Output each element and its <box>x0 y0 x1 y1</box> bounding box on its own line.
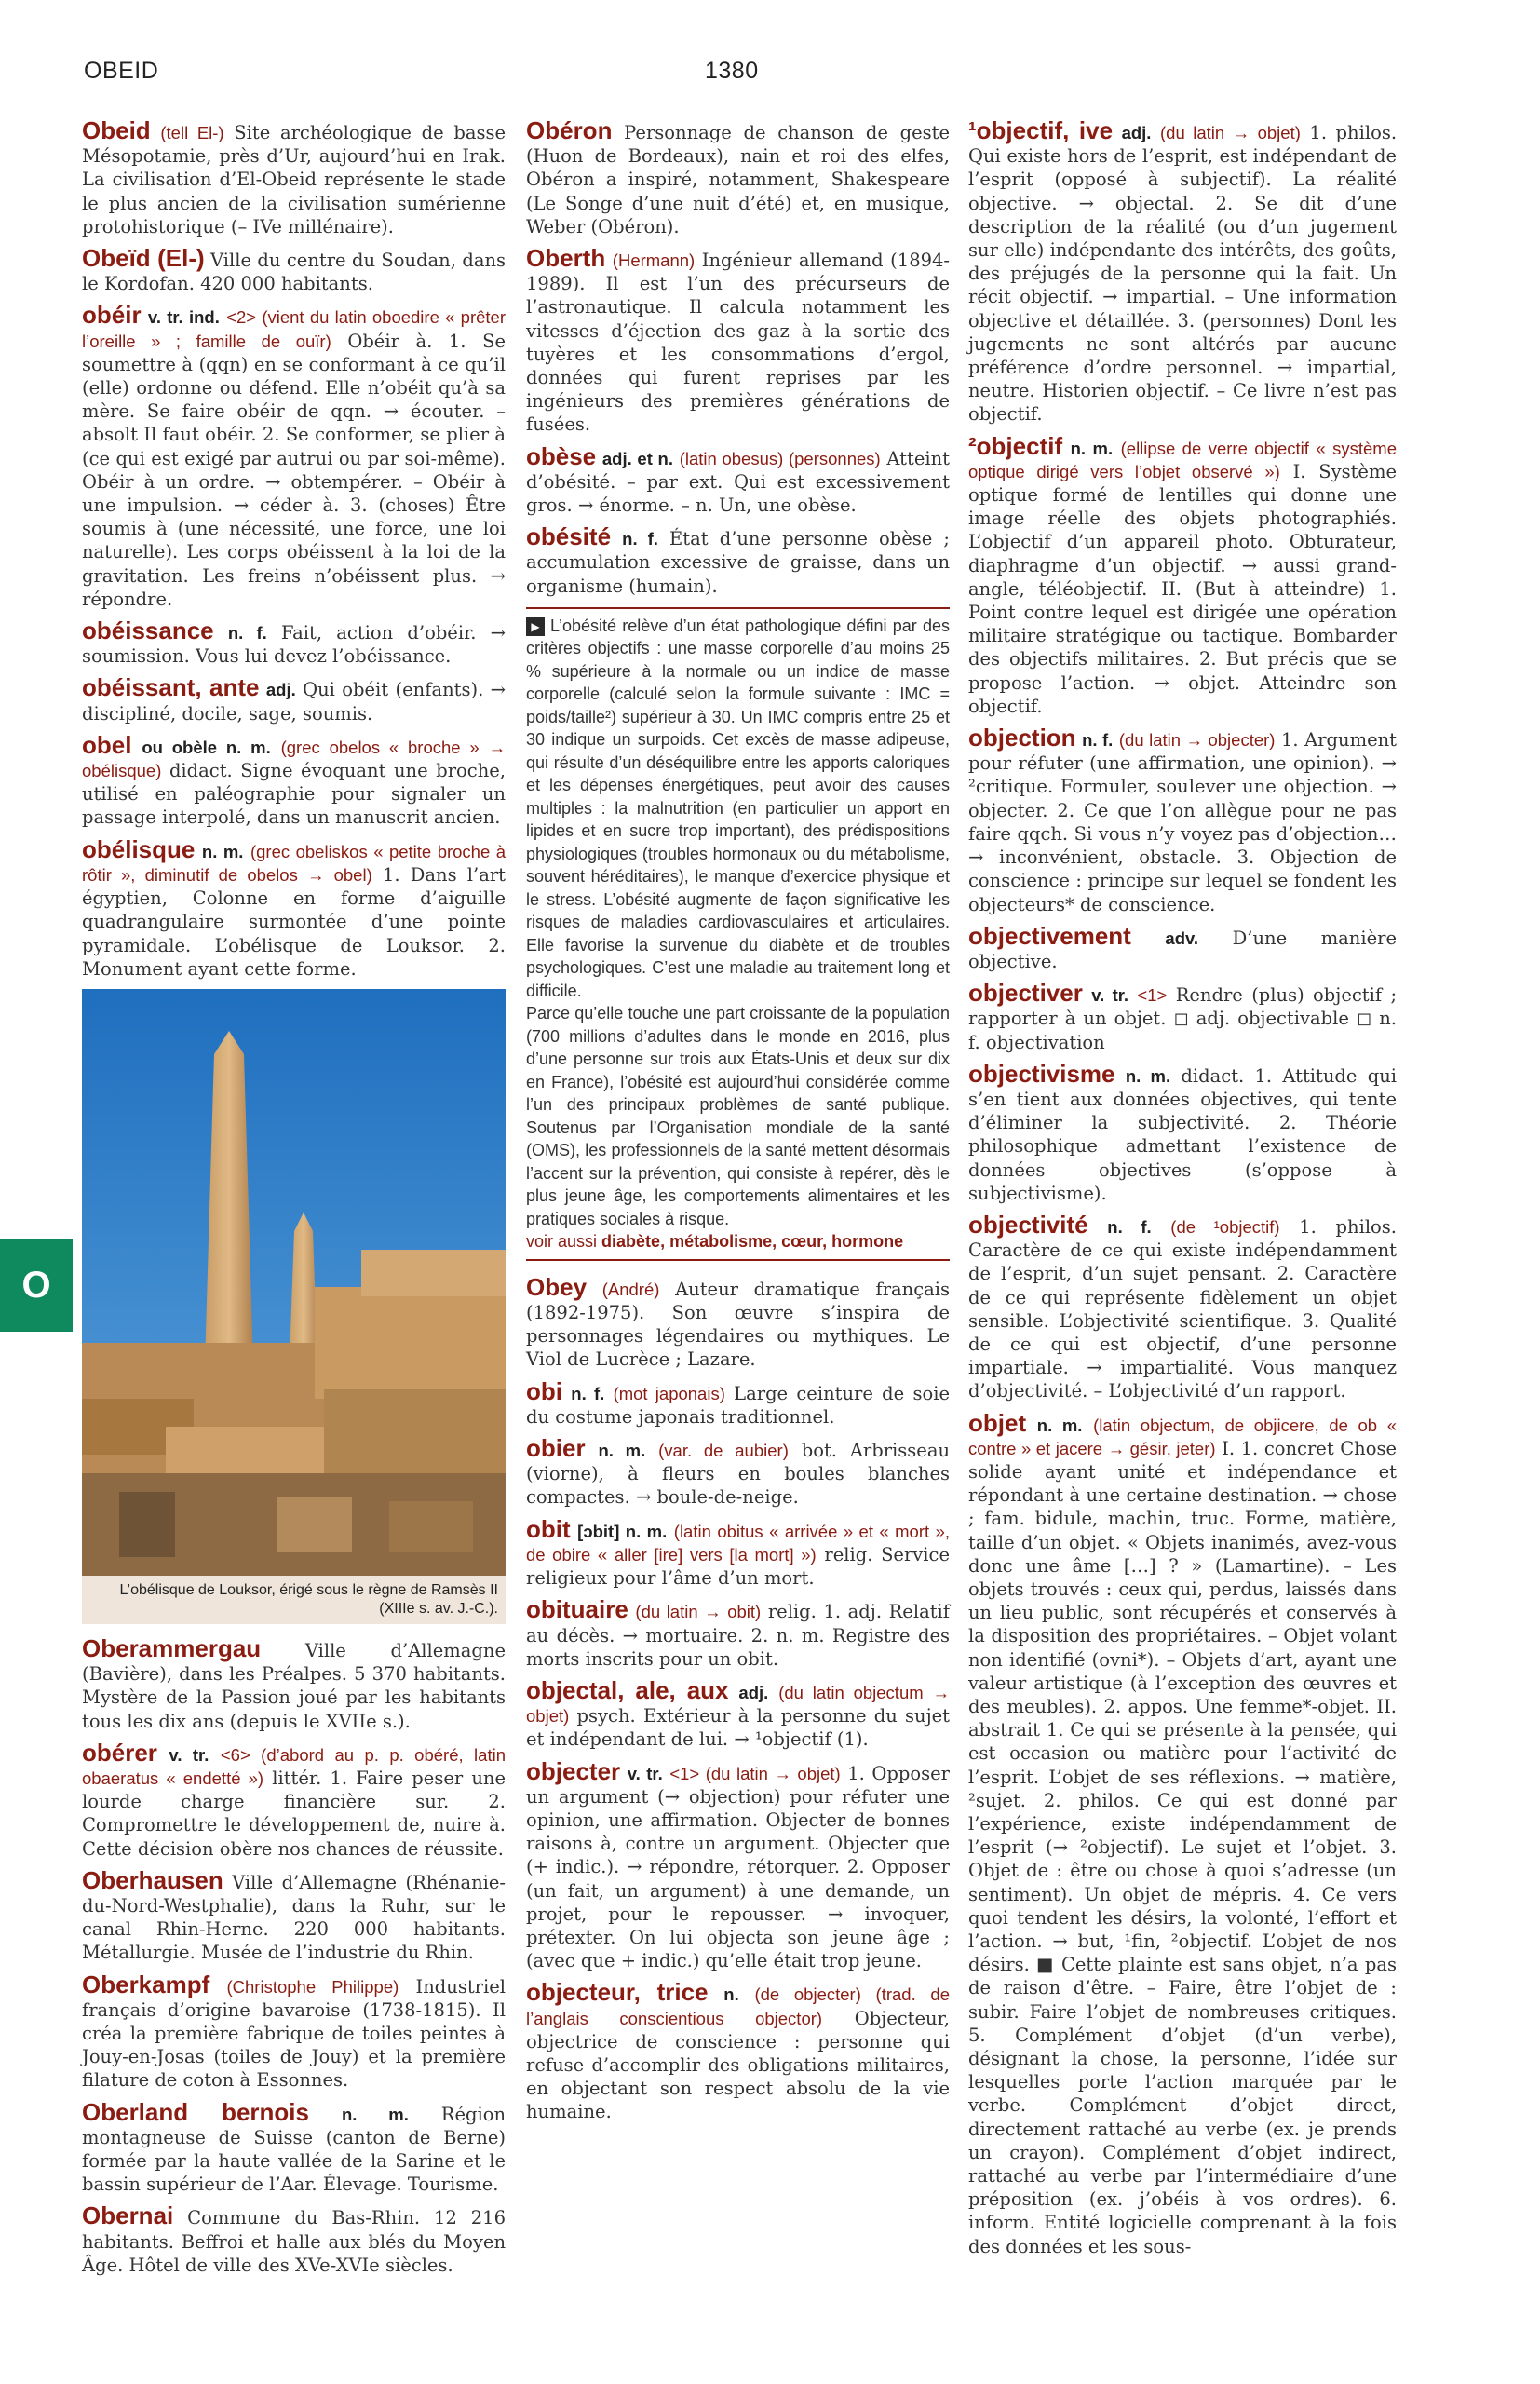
definition: Rendre (plus) objectif ; rapporter à un objet. ◻ adj. objectivable ◻ n. f. objectivation <box>968 984 1398 1053</box>
dictionary-entry <box>82 616 507 668</box>
definition: 1. Argument pour réfuter (une affirmation, une opinion). → ²critique. Formuler, soulever une objection. → objecter. 2. Ce que l’on allègue pour ne pas faire qqch. Si vous n’y voyez pas d’objection… → inconvénient, obstacle. 3. Objection de conscience : principe sur lequel se fondent les objecteurs* de conscience. <box>968 729 1398 915</box>
entries-col1-top <box>82 116 507 981</box>
grammar-label: n. f. <box>571 1383 605 1403</box>
definition: I. Système optique formé de lentilles qui donne une image réelle des objets photographiés. L’objectif d’un appareil photo. Obturateur, diaphragme d’un objectif. → aussi grand-angle, téléobjectif. II. (But à atteindre) 1. Point contre lequel est dirigée une opération militaire stratégique ou tactique. Bombarder des objectifs militaires. 2. But précis que se propose l’action. → objet. Atteindre son objectif. <box>968 460 1397 717</box>
definition: Ville d’Allemagne (Bavière), dans les Préalpes. 5 370 habitants. Mystère de la Passion joué par les habitants tous les dix ans (depuis le XVIIe s.). <box>82 1639 506 1732</box>
grammar-label: n. m. <box>341 2104 409 2124</box>
grammar-label: adj. <box>1121 123 1152 142</box>
dictionary-entry <box>526 1756 950 1973</box>
grammar-label: adj. <box>265 680 296 700</box>
dictionary-entry <box>526 1376 951 1429</box>
dictionary-entry <box>526 1434 951 1510</box>
etymology: <6> (d’abord au p. p. obéré, latin obaeratus « endetté ») <box>82 1744 506 1788</box>
definition: Objecteur, objectrice de conscience : personne qui refuse d’accomplir des obligations militaires, en objectant son respect absolu de la vie humaine. <box>526 2007 950 2123</box>
headword: obéir <box>82 301 142 330</box>
obelisk-photo <box>82 989 506 1576</box>
definition: D’une manière objective. <box>968 927 1398 972</box>
headword: objectivement <box>968 921 1131 950</box>
etymology: (grec obeliskos « petite broche à rôtir », diminutif de obelos → obel) <box>82 841 507 885</box>
dictionary-entry <box>82 301 507 611</box>
running-head: OBEID <box>84 58 159 84</box>
grammar-label: n. f. <box>1107 1216 1152 1237</box>
etymology: (du latin → objet) <box>1160 123 1301 142</box>
dictionary-entry <box>82 1865 507 1965</box>
definition: didact. 1. Attitude qui s’en tient aux données objectives, qui tente d’éliminer la subjectivité. 2. Théorie philosophique admettant l’existence de données objectives (s’oppose à subjectivisme). <box>968 1064 1398 1204</box>
grammar-label: n. m. <box>1036 1415 1083 1435</box>
definition: Auteur dramatique français (1892-1975). Son œuvre s’inspira de personnages légendaires ou mythiques. Le Viol de Lucrèce ; Lazare. <box>526 1278 951 1371</box>
obesity-box <box>526 607 950 1261</box>
grammar-label: v. tr. ind. <box>147 307 220 328</box>
headword: Oberkampf <box>82 1970 210 1998</box>
entries-col2-top <box>526 116 951 598</box>
letter-thumb-tab: O <box>0 1239 73 1332</box>
headword: obel <box>82 730 132 759</box>
play-icon: ▶ <box>526 617 545 636</box>
etymology: (du latin → obit) <box>635 1602 762 1622</box>
grammar-label: ou obèle n. m. <box>142 737 271 757</box>
dictionary-entry <box>526 441 951 518</box>
headword: obèse <box>526 441 597 470</box>
dictionary-entry <box>526 1595 950 1671</box>
headword: obit <box>526 1514 571 1543</box>
headword: Oberland bernois <box>82 2097 309 2126</box>
etymology: (Hermann) <box>612 251 696 271</box>
headword: objet <box>968 1408 1027 1437</box>
column-1 <box>82 116 507 2285</box>
dictionary-entry <box>82 673 506 725</box>
etymology: (Christophe Philippe) <box>226 1976 399 1997</box>
grammar-label: n. m. <box>1125 1065 1171 1086</box>
definition: Ville du centre du Soudan, dans le Kordofan. 420 000 habitants. <box>82 250 507 295</box>
dictionary-entry <box>82 244 507 295</box>
etymology: (var. de aubier) <box>658 1441 789 1461</box>
etymology: (ellipse de verre objectif « système optique dirigé vers l’objet observé ») <box>968 438 1397 481</box>
grammar-label: v. tr. <box>169 1744 209 1765</box>
headword: obélisque <box>82 834 196 863</box>
dictionary-entry <box>526 1272 951 1372</box>
definition: bot. Arbrisseau (viorne), à fleurs en boules blanches compactes. → boule-de-neige. <box>526 1440 951 1509</box>
obelisk-figure <box>82 989 506 1624</box>
grammar-label: n. m. <box>1070 438 1114 458</box>
headword: objectiver <box>968 979 1083 1008</box>
etymology: (de ¹objectif) <box>1170 1216 1280 1237</box>
definition: Ville d’Allemagne (Rhénanie-du-Nord-Westphalie), dans la Ruhr, sur le canal Rhin-Herne. 220 000 habitants. Métallurgie. Musée de l’industrie du Rhin. <box>82 1871 507 1964</box>
dictionary-entry <box>968 921 1398 973</box>
headword: objection <box>968 724 1076 752</box>
definition: 1. Opposer un argument (→ objection) pour réfuter une opinion, une affirmation. Objecter de bonnes raisons à, contre un argument. Objecter que (+ indic.). → répondre, rétorquer. 2. Opposer (un fait, un argument) à une demande, un projet, pour le repousser. → invoquer, prétexter. On lui objecta son jeune âge ; (avec que + indic.) qu’elle était trop jeune. <box>526 1762 950 1972</box>
dictionary-entry <box>968 726 1397 916</box>
headword: obituaire <box>526 1595 628 1624</box>
headword: Obernai <box>82 2201 174 2230</box>
etymology: (latin obitus « arrivée » et « mort », de obire « aller [ire] vers [la mort] ») <box>526 1521 951 1564</box>
definition: Site archéologique de basse Mésopotamie, près d’Ur, aujourd’hui en Irak. La civilisation d’El-Obeid représente le stade le plus ancien de la civilisation sumérienne protohistorique (– IVe millénaire). <box>82 122 507 237</box>
definition: Région montagneuse de Suisse (canton de Berne) formée par la haute vallée de la Sarine et le bassin supérieur de l’Aar. Élevage. Tourisme. <box>82 2103 507 2196</box>
entries-col1-bottom <box>82 1633 507 2277</box>
dictionary-entry <box>82 1738 506 1861</box>
headword: obi <box>526 1376 562 1405</box>
definition: 1. philos. Qui existe hors de l’esprit, est indépendant de l’esprit (opposé à subjectif). La réalité objective. → objectal. 2. Se dit d’une description de la réalité (ou d’un jugement sur elle) indépendante des intérêts, des goûts, des préjugés de la personne qui la fait. Un récit objectif. → impartial. – Une information objective et détaillée. 3. (personnes) Dont les jugements ne sont altérés par aucune préférence d’ordre personnel. → impartial, neutre. Historien objectif. – Ce livre n’est pas objectif. <box>968 122 1398 426</box>
definition: relig. 1. adj. Relatif au décès. → mortuaire. 2. n. m. Registre des morts inscrits pour un obit. <box>526 1601 950 1670</box>
etymology: (latin obesus) (personnes) <box>679 448 881 468</box>
definition: Fait, action d’obéir. → soumission. Vous lui devez l’obéissance. <box>82 622 507 668</box>
page-number: 1380 <box>705 58 759 84</box>
dictionary-entry <box>968 1408 1398 2258</box>
dictionary-entry <box>82 2097 507 2197</box>
entries-col3 <box>968 116 1398 2258</box>
etymology: <1> <box>1137 985 1168 1006</box>
etymology: (latin objectum, de objicere, de ob « contre » et jacere → gésir, jeter) <box>968 1415 1397 1458</box>
etymology: <1> (du latin → objet) <box>669 1763 841 1783</box>
dictionary-entry <box>526 1514 951 1591</box>
dictionary-entry <box>968 979 1398 1054</box>
dictionary-entry <box>526 1978 950 2123</box>
definition: Industriel français d’origine bavaroise (1738-1815). Il créa la première fabrique de toiles peintes à Jouy-en-Josas (toiles de Jouy) et la première filature de coton à Essonnes. <box>82 1975 506 2092</box>
dictionary-entry <box>82 1633 506 1733</box>
definition: Qui obéit (enfants). → discipliné, docile, sage, soumis. <box>82 679 506 725</box>
definition: État d’une personne obèse ; accumulation excessive de graisse, dans un organisme (humain). <box>526 528 950 597</box>
definition: I. 1. concret Chose solide ayant unité et indépendance et répondant à une certaine destination. → chose ; fam. bidule, machin, truc. Forme, matière, taille d’un objet. « Objets inanimés, avez-vous donc une âme […] ? » (Lamartine). – Les objets trouvés : ceux qui, perdus, laissés dans un lieu public, sont récupérés et conservés à la disposition des propriétaires. – Objet volant non identifié (ovni*). – Objets d’art, ayant une valeur artistique (à l’exception des œuvres et des meubles). 2. appos. Une femme*-objet. II. abstrait 1. Ce qui se présente à la pensée, qui est occasion ou matière pour l’activité de l’esprit. L’objet de ses réflexions. → matière, ²sujet. 2. philos. Ce qui est donné par l’expérience, existe indépendamment de l’esprit (→ ²objectif). Le sujet et l’objet. 3. Objet de : être ou chose à quoi s’adresse (un sentiment). Un objet de mépris. 4. Ce vers quoi tendent les désirs, la volonté, l’effort et l’action. → but, ¹fin, ²objectif. L’objet de nos désirs. ■ Cette plainte est sans objet, n’a pas de raison d’être. – Faire, être l’objet de : subir. Faire l’objet de nombreuses critiques. 5. Complément d’objet (d’un verbe), désignant la chose, la personne, l’idée sur lesquelles porte l’action marquée par le verbe. Complément d’objet direct, directement rattaché au verbe (ex. je prends un crayon). Complément d’objet indirect, rattaché au verbe par l’intermédiaire d’une préposition (ex. j’obéis à vos ordres). 6. inform. Entité logicielle comprenant à la fois des données et les sous- <box>968 1437 1398 2257</box>
grammar-label: v. tr. <box>627 1763 663 1783</box>
etymology: (tell El-) <box>160 123 224 142</box>
definition: 1. Dans l’art égyptien, Colonne en forme d’aiguille quadrangulaire surmontée d’une pointe pyramidale. L’obélisque de Louksor. 2. Monument ayant cette forme. <box>82 863 506 980</box>
headword: obésité <box>526 522 612 551</box>
grammar-label: adj. <box>738 1682 769 1702</box>
definition: didact. Signe évoquant une broche, utilisé en paléographie pour signaler un passage interpolé, dans un manuscrit ancien. <box>82 760 506 829</box>
headword: Oberth <box>526 244 606 273</box>
definition: Large ceinture de soie du costume japonais traditionnel. <box>526 1382 951 1428</box>
headword: obéissance <box>82 616 214 645</box>
headword: obier <box>526 1434 586 1463</box>
grammar-label: n. f. <box>1082 730 1114 751</box>
headword: objectivité <box>968 1210 1088 1239</box>
headword: objectivisme <box>968 1059 1115 1088</box>
definition: Obéir à. 1. Se soumettre à (qqn) en se conformant à ce qu’il (elle) ordonne ou défend. Elle n’obéit qu’à sa mère. Se faire obéir de qqn. → écouter. – absolt Il faut obéir. 2. Se conformer, se plier à (ce qui est exigé par autrui ou par soi-même). Obéir à un ordre. → obtempérer. – Obéir à une impulsion. → céder à. 3. (choses) Être soumis à (une nécessité, une force, une loi naturelle). Les corps obéissent à la loi de la gravitation. Les freins n’obéissent plus. → répondre. <box>82 330 506 610</box>
dictionary-entry <box>82 730 506 830</box>
etymology: (du latin → objecter) <box>1118 730 1276 751</box>
definition: littér. 1. Faire peser une lourde charge financière sur. 2. Compromettre le développement de, nuire à. Cette décision obère nos chances de réussite. <box>82 1767 506 1860</box>
grammar-label: n. <box>723 1984 739 2005</box>
dictionary-entry <box>526 1675 951 1752</box>
definition: 1. philos. Caractère de ce qui existe indépendamment de l’esprit, d’un sujet pensant. 2. Caractère de ce qui représente fidèlement un objet sensible. L’objectivité scientifique. 3. Qualité de ce qui est objectif, d’une personne impartiale. → impartialité. Vous manquez d’objectivité. – L’objectivité d’un rapport. <box>968 1215 1397 1402</box>
etymology: <2> (vient du latin oboedire « prêter l’oreille » ; famille de ouïr) <box>82 307 507 351</box>
headword: obérer <box>82 1738 157 1767</box>
grammar-label: n. f. <box>227 623 267 643</box>
headword: ²objectif <box>968 431 1063 460</box>
headword: Oberammergau <box>82 1633 262 1662</box>
encart-paragraph-1: L’obésité relève d’un état pathologique défini par des critères objectifs : une masse corporelle d’au moins 25 % supérieure à la normale ou un indice de masse corporelle (calculé selon la formule suivante : IMC = poids/taille²) supérieur à 30. Un IMC compris entre 25 et 30 indique un surpoids. Cet excès de masse adipeuse, qui résulte d’un déséquilibre entre les apports caloriques et les dépenses énergétiques, peut avoir des causes multiples : la malnutrition (en particulier un apport en lipides et en sucre trop important), des prédispositions physiologiques (troubles hormonaux ou du métabolisme, souvent héréditaires), le manque d’exercice physique et le stress. L’obésité augmente de façon significative les risques de maladies cardiovasculaires et articulaires. Elle favorise la survenue du diabète et de troubles psychologiques. C’est une maladie au traitement long et difficile. <box>526 616 950 1000</box>
dictionary-entry <box>526 522 950 598</box>
etymology: (grec obelos « broche » → obélisque) <box>82 737 506 781</box>
grammar-label: adj. et n. <box>601 448 673 468</box>
etymology: (du latin objectum → objet) <box>526 1682 950 1727</box>
headword: Oberhausen <box>82 1865 223 1894</box>
dictionary-entry <box>968 116 1398 427</box>
definition: Ingénieur allemand (1894-1989). Il est l’un des précurseurs de l’astronautique. Il calcula notamment les vitesses d’éjection des gaz à la sortie des tuyères et les consommations d’ergol, données qui furent reprises par les ingénieurs des premières générations de fusées. <box>526 250 951 436</box>
dictionary-entry <box>82 2201 506 2277</box>
grammar-label: v. tr. <box>1091 985 1129 1006</box>
entries-col2-bottom <box>526 1272 951 2124</box>
headword: objecteur, trice <box>526 1978 709 2007</box>
definition: Commune du Bas-Rhin. 12 216 habitants. Beffroi et halle aux blés du Moyen Âge. Hôtel de ville des XVe-XVIe siècles. <box>82 2207 506 2276</box>
etymology: (mot japonais) <box>613 1383 725 1403</box>
photo-caption: L’obélisque de Louksor, érigé sous le règne de Ramsès II (XIIIe s. av. J.-C.). <box>82 1576 506 1624</box>
dictionary-entry <box>968 431 1397 718</box>
headword: Obéron <box>526 116 613 144</box>
headword: obéissant, ante <box>82 673 260 702</box>
headword: ¹objectif, ive <box>968 116 1114 144</box>
grammar-label: adv. <box>1165 928 1199 948</box>
dictionary-entry <box>82 116 507 238</box>
encart-paragraph-2: Parce qu’elle touche une part croissante de la population (700 millions d’adultes dans le monde en 2016, plus d’une personne sur trois aux États-Unis et deux sur dix en France), l’obésité est aujourd’hui considérée comme l’un des principaux problèmes de santé publique. Soutenus par l’Organisation mondiale de la santé (OMS), les professionnels de la santé mettent désormais l’accent sur la prévention, qui consiste à repérer, dès le plus jeune âge, les comportements alimentaires et les pratiques sociales à risque. <box>526 1004 950 1228</box>
dictionary-entry <box>968 1210 1397 1403</box>
headword: objectal, ale, aux <box>526 1675 729 1704</box>
definition: relig. Service religieux pour l’âme d’un mort. <box>526 1543 951 1590</box>
dictionary-entry <box>82 1970 506 2093</box>
column-2 <box>526 116 951 2133</box>
column-3 <box>968 116 1398 2267</box>
grammar-label: n. m. <box>201 841 244 861</box>
headword: Obeid <box>82 116 151 144</box>
definition: Personnage de chanson de geste (Huon de Bordeaux), nain et roi des elfes, Obéron a inspiré, notamment, Shakespeare (Le Songe d’une nuit d’été) et, en musique, Weber (Obéron). <box>526 122 950 237</box>
headword: objecter <box>526 1756 621 1785</box>
etymology: (André) <box>601 1279 660 1299</box>
dictionary-entry <box>82 834 507 981</box>
grammar-label: n. f. <box>622 529 658 549</box>
definition: Atteint d’obésité. – par ext. Qui est excessivement gros. → énorme. – n. Un, une obèse. <box>526 447 951 517</box>
etymology: (de objecter) (trad. de l’anglais conscientious objector) <box>526 1984 950 2028</box>
grammar-label: n. m. <box>598 1441 646 1461</box>
grammar-label: [ɔbit] n. m. <box>577 1521 668 1541</box>
dictionary-entry <box>526 244 951 437</box>
definition: psych. Extérieur à la personne du sujet et indépendant de lui. → ¹objectif (1). <box>526 1705 951 1751</box>
headword: Obeïd (El-) <box>82 244 205 273</box>
headword: Obey <box>526 1272 588 1301</box>
dictionary-entry <box>526 116 950 238</box>
encart-see-also: voir aussi diabète, métabolisme, cœur, hormone <box>526 1232 904 1252</box>
dictionary-entry <box>968 1059 1398 1205</box>
